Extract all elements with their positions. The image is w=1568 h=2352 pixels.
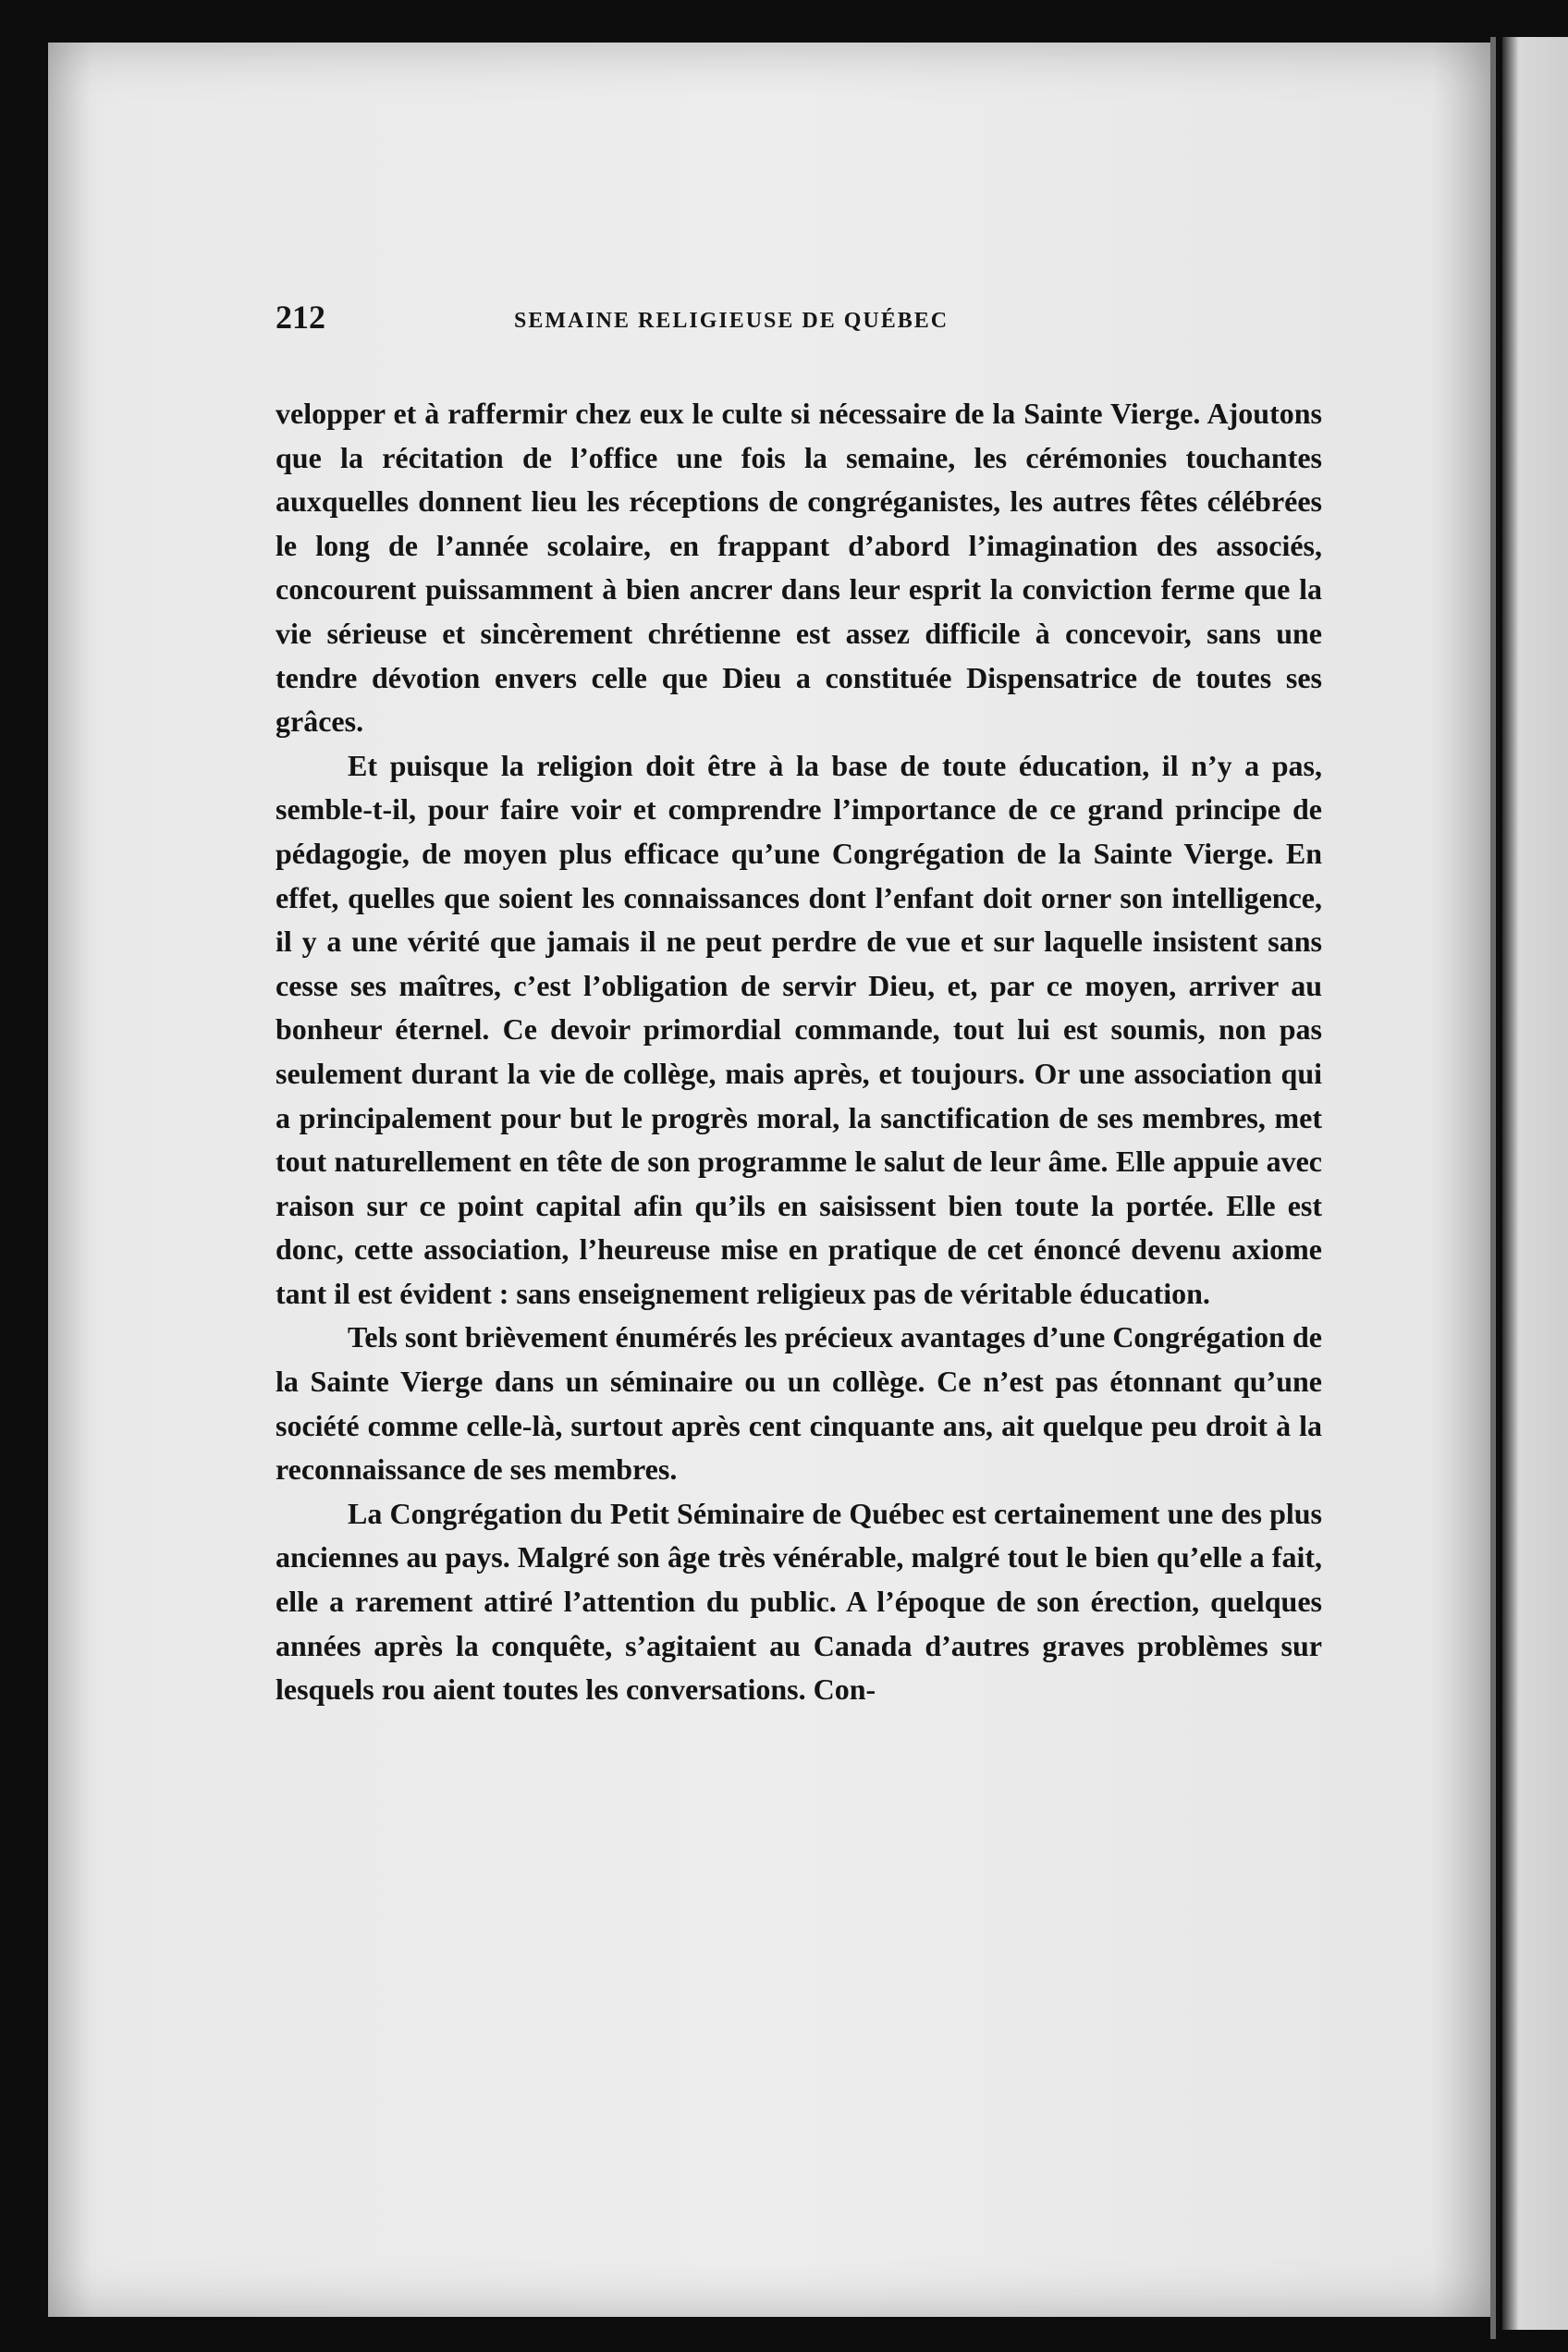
running-head-title: SEMAINE RELIGIEUSE DE QUÉBEC xyxy=(514,309,949,333)
paragraph-continued: velopper et à raffermir chez eux le culte si nécessaire de la Sainte Vierge. Ajoutons que la récitation de l’office une fois la semaine, les cérémonies touchantes auxquelles donnent lieu les réceptions de congréganistes, les autres fêtes célébrées le long de l’année scolaire, en frappant d’abord l’imagination des associés, concourent puissamment à bien ancrer dans leur esprit la conviction ferme que la vie sérieuse et sincèrement chrétienne est assez difficile à concevoir, sans une tendre dévotion envers celle que Dieu a constituée Dispensatrice de toutes ses grâces. xyxy=(276,397,1322,739)
running-head xyxy=(276,298,1320,353)
body-text xyxy=(276,392,1322,1712)
page-number: 212 xyxy=(276,299,325,336)
facing-page-edge xyxy=(1502,37,1568,2330)
page-gutter xyxy=(1490,37,1496,2339)
paragraph: Tels sont brièvement énumérés les précieux avantages d’une Congrégation de la Sainte Vierge dans un séminaire ou un collège. Ce n’est pas étonnant qu’une société comme celle-là, surtout après cent cinquante ans, ait quelque peu droit à la reconnaissance de ses membres. xyxy=(276,1320,1322,1487)
paragraph: La Congrégation du Petit Séminaire de Québec est certainement une des plus anciennes au pays. Malgré son âge très vénérable, malgré tout le bien qu’elle a fait, elle a rarement attiré l’attention du public. A l’époque de son érection, quelques années après la conquête, s’agitaient au Canada d’autres graves problèmes sur lesquels rou aient toutes les conversations. Con- xyxy=(276,1496,1322,1707)
paragraph: Et puisque la religion doit être à la base de toute éducation, il n’y a pas, semble-t-il, pour faire voir et comprendre l’importance de ce grand principe de pédagogie, de moyen plus efficace qu’une Congrégation de la Sainte Vierge. En effet, quelles que soient les connaissances dont l’enfant doit orner son intelligence, il y a une vérité que jamais il ne peut perdre de vue et sur laquelle insistent sans cesse ses maîtres, c’est l’obligation de servir Dieu, et, par ce moyen, arriver au bonheur éternel. Ce devoir primordial commande, tout lui est soumis, non pas seulement durant la vie de collège, mais après, et toujours. Or une association qui a principalement pour but le progrès moral, la sanctification de ses membres, met tout naturellement en tête de son programme le salut de leur âme. Elle appuie avec raison sur ce point capital afin qu’ils en saisissent bien toute la portée. Elle est donc, cette association, l’heureuse mise en pratique de cet énoncé devenu axiome tant il est évident : sans enseignement religieux pas de véritable éducation. xyxy=(276,748,1322,1310)
